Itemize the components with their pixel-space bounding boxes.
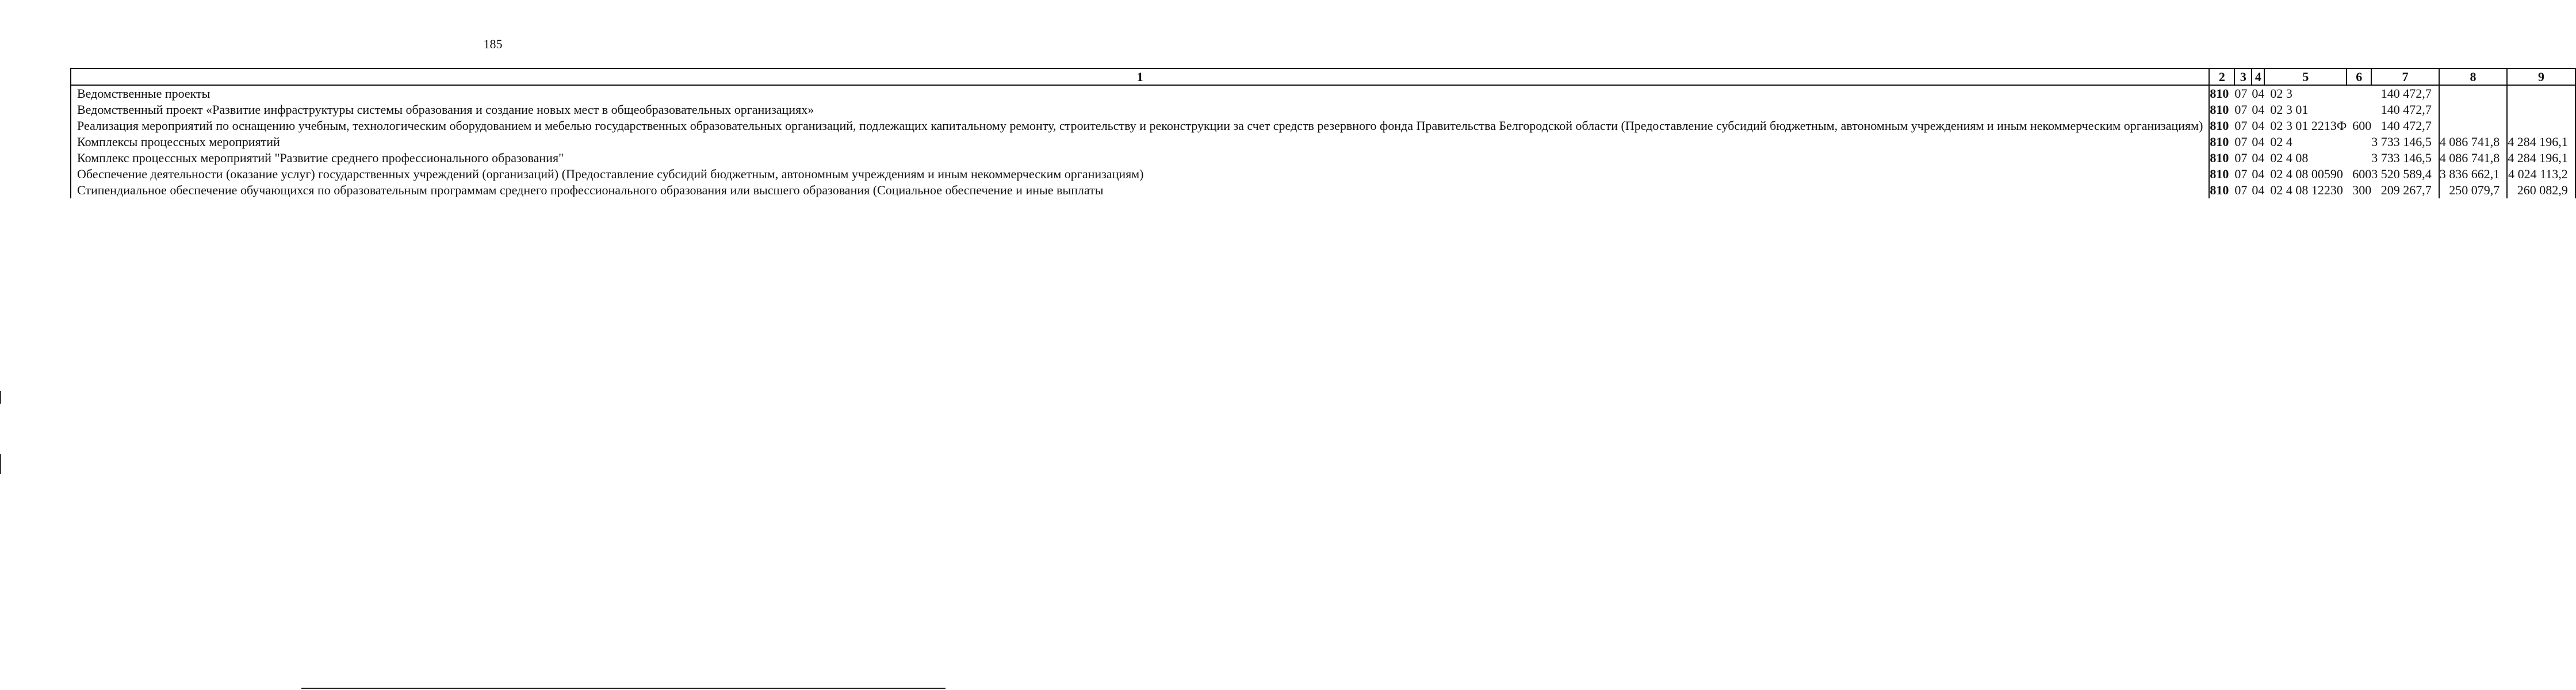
amount-col9-cell: 4 284 196,1 bbox=[2507, 150, 2575, 166]
amount-col7-cell: 209 267,7 bbox=[2371, 182, 2439, 198]
amount-col9-cell bbox=[2507, 118, 2575, 134]
section-cell: 07 bbox=[2234, 167, 2248, 181]
admin-code-cell: 810 bbox=[2210, 151, 2229, 165]
table-row bbox=[71, 182, 2575, 198]
amount-col7-cell: 140 472,7 bbox=[2371, 85, 2439, 102]
admin-code-cell: 810 bbox=[2210, 118, 2229, 133]
amount-col7-cell: 140 472,7 bbox=[2371, 102, 2439, 118]
column-header: 6 bbox=[2347, 68, 2371, 85]
table-row bbox=[71, 102, 2575, 118]
amount-col7-cell: 140 472,7 bbox=[2371, 118, 2439, 134]
admin-code-cell: 810 bbox=[2210, 167, 2229, 181]
page-bottom-rule bbox=[301, 688, 946, 689]
amount-col8-cell bbox=[2439, 102, 2508, 118]
scan-margin-mark bbox=[0, 454, 1, 474]
row-name-cell: Комплекс процессных мероприятий "Развитие среднего профессионального образования" bbox=[71, 150, 2209, 166]
subsection-cell: 04 bbox=[2252, 86, 2265, 101]
amount-col8-cell: 4 086 741,8 bbox=[2439, 134, 2508, 150]
section-cell: 07 bbox=[2234, 135, 2248, 149]
admin-code-cell: 810 bbox=[2210, 86, 2229, 101]
amount-col8-cell bbox=[2439, 85, 2508, 102]
admin-code-cell: 810 bbox=[2210, 183, 2229, 197]
section-cell: 07 bbox=[2234, 86, 2248, 101]
amount-col7-cell: 3 733 146,5 bbox=[2371, 150, 2439, 166]
row-name-cell: Стипендиальное обеспечение обучающихся по образовательным программам среднего профессионального образования или высшего образования (Социальное обеспечение и иные выплаты bbox=[71, 182, 2209, 198]
section-cell: 07 bbox=[2234, 151, 2248, 165]
column-header: 3 bbox=[2234, 68, 2252, 85]
row-name-cell: Комплексы процессных мероприятий bbox=[71, 134, 2209, 150]
column-header: 9 bbox=[2507, 68, 2575, 85]
admin-code-cell: 810 bbox=[2210, 135, 2229, 149]
subsection-cell: 04 bbox=[2252, 183, 2265, 197]
row-name-cell: Обеспечение деятельности (оказание услуг) государственных учреждений (организаций) (Предоставление субсидий бюджетным, автономным учреждениям и иным некоммерческим организациям) bbox=[71, 166, 2209, 182]
expense-type-cell bbox=[2347, 102, 2371, 118]
table-row bbox=[71, 150, 2575, 166]
target-article-cell: 02 4 08 bbox=[2270, 151, 2309, 165]
amount-col8-cell bbox=[2439, 118, 2508, 134]
expense-type-cell: 600 bbox=[2352, 118, 2372, 133]
header-row bbox=[71, 68, 2575, 85]
table-row bbox=[71, 166, 2575, 182]
column-header: 2 bbox=[2209, 68, 2234, 85]
budget-table bbox=[70, 68, 2576, 198]
section-cell: 07 bbox=[2234, 118, 2248, 133]
column-header: 8 bbox=[2439, 68, 2508, 85]
row-name-cell: Реализация мероприятий по оснащению учебным, технологическим оборудованием и мебелью государственных образовательных организаций, подлежащих капитальному ремонту, строительству и реконструкции за счет средств резервного фонда Правительства Белгородской области (Предоставление субсидий бюджетным, автономным учреждениям и иным некоммерческим организациям) bbox=[71, 118, 2209, 134]
row-name-cell: Ведомственный проект «Развитие инфраструктуры системы образования и создание новых мест в общеобразовательных организациях» bbox=[71, 102, 2209, 118]
target-article-cell: 02 4 08 12230 bbox=[2270, 183, 2343, 197]
amount-col7-cell: 3 520 589,4 bbox=[2371, 166, 2439, 182]
amount-col9-cell bbox=[2507, 102, 2575, 118]
table-row bbox=[71, 118, 2575, 134]
expense-type-cell bbox=[2347, 85, 2371, 102]
amount-col8-cell: 4 086 741,8 bbox=[2439, 150, 2508, 166]
row-name-cell: Ведомственные проекты bbox=[71, 85, 2209, 102]
table-row bbox=[71, 134, 2575, 150]
table-row bbox=[71, 85, 2575, 102]
target-article-cell: 02 4 08 00590 bbox=[2270, 167, 2343, 181]
amount-col8-cell: 250 079,7 bbox=[2439, 182, 2508, 198]
section-cell: 07 bbox=[2234, 183, 2248, 197]
expense-type-cell: 600 bbox=[2352, 167, 2372, 181]
amount-col9-cell: 4 024 113,2 bbox=[2507, 166, 2575, 182]
expense-type-cell: 300 bbox=[2352, 183, 2372, 197]
amount-col8-cell: 3 836 662,1 bbox=[2439, 166, 2508, 182]
amount-col9-cell bbox=[2507, 85, 2575, 102]
amount-col9-cell: 260 082,9 bbox=[2507, 182, 2575, 198]
amount-col7-cell: 3 733 146,5 bbox=[2371, 134, 2439, 150]
subsection-cell: 04 bbox=[2252, 151, 2265, 165]
column-header: 1 bbox=[71, 68, 2209, 85]
column-header: 4 bbox=[2252, 68, 2264, 85]
target-article-cell: 02 4 bbox=[2270, 135, 2292, 149]
expense-type-cell bbox=[2347, 134, 2371, 150]
expense-type-cell bbox=[2347, 150, 2371, 166]
target-article-cell: 02 3 bbox=[2270, 86, 2292, 101]
subsection-cell: 04 bbox=[2252, 135, 2265, 149]
subsection-cell: 04 bbox=[2252, 118, 2265, 133]
target-article-cell: 02 3 01 bbox=[2270, 102, 2309, 117]
admin-code-cell: 810 bbox=[2210, 102, 2229, 117]
subsection-cell: 04 bbox=[2252, 102, 2265, 117]
amount-col9-cell: 4 284 196,1 bbox=[2507, 134, 2575, 150]
section-cell: 07 bbox=[2234, 102, 2248, 117]
target-article-cell: 02 3 01 2213Ф bbox=[2270, 118, 2347, 133]
page-number: 185 bbox=[483, 37, 503, 51]
column-header: 7 bbox=[2371, 68, 2439, 85]
subsection-cell: 04 bbox=[2252, 167, 2265, 181]
column-header: 5 bbox=[2264, 68, 2347, 85]
scan-margin-mark bbox=[0, 391, 1, 404]
